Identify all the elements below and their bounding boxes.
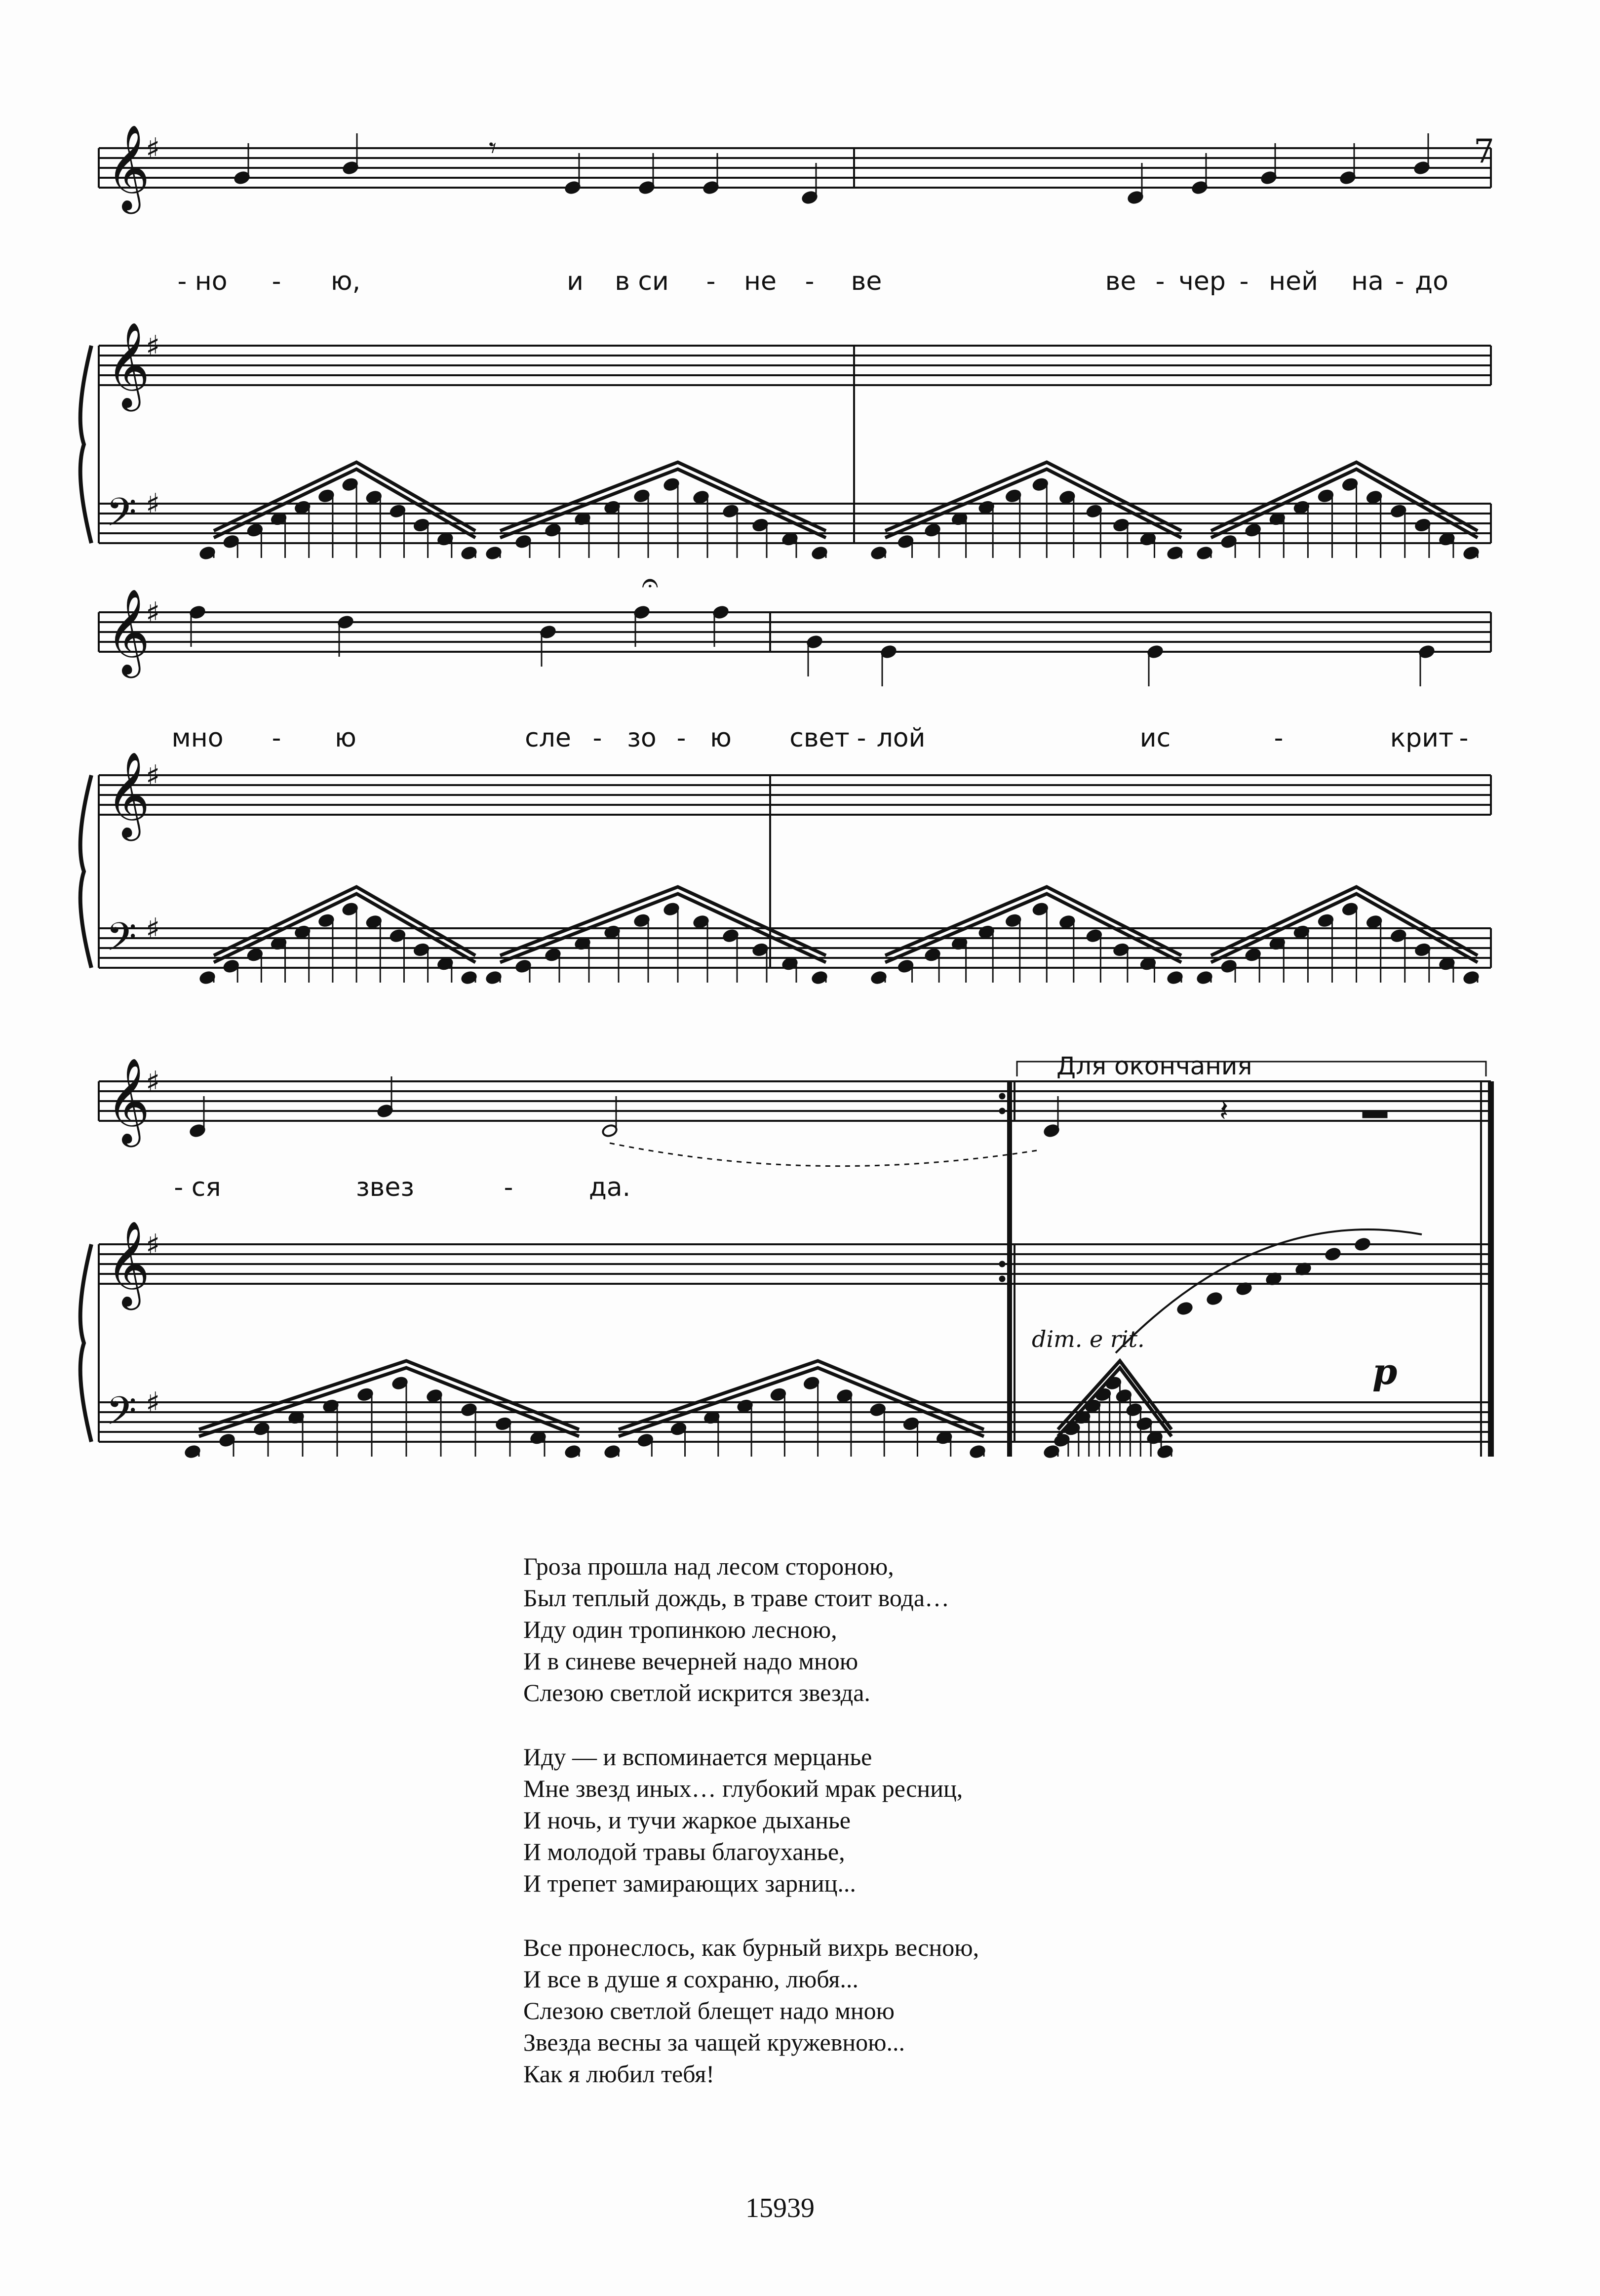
lyric-syllable: на: [1351, 267, 1384, 296]
bass-clef-icon: 𝄢: [106, 489, 137, 545]
dynamic-piano: p: [1372, 1350, 1398, 1392]
key-sharp-icon: ♯: [146, 596, 160, 631]
lyric-syllable: крит: [1390, 723, 1454, 753]
poem-line: Иду — и вспоминается мерцанье: [523, 1743, 872, 1771]
lyric-syllable: -: [272, 267, 281, 296]
poem-line: Был теплый дождь, в траве стоит вода…: [523, 1584, 950, 1612]
key-sharp-icon: ♯: [146, 132, 160, 166]
lyric-syllable: лой: [876, 723, 926, 753]
key-sharp-icon: ♯: [146, 1065, 160, 1100]
lyric-syllable: - но: [177, 267, 228, 296]
lyric-syllable: ю: [335, 723, 356, 753]
lyric-syllable: -: [1155, 267, 1165, 296]
bass-clef-icon: 𝄢: [106, 1388, 137, 1443]
ending-label: Для окончания: [1056, 1052, 1252, 1080]
lyric-syllable: звез: [356, 1173, 414, 1202]
lyric-syllable: -: [706, 267, 716, 296]
lyric-syllable: -: [1459, 723, 1469, 753]
poem-line: И молодой травы благоуханье,: [523, 1838, 845, 1865]
lyric-syllable: чер: [1178, 267, 1226, 296]
lyric-syllable: зо: [627, 723, 657, 753]
poem-stanza: [523, 1932, 979, 2090]
bass-clef-icon: 𝄢: [106, 914, 137, 969]
lyric-syllable: ю: [710, 723, 732, 753]
page-number: 7: [1474, 132, 1494, 170]
lyric-syllable: свет: [789, 723, 850, 753]
poem-line: Звезда весны за чащей кружевною...: [523, 2028, 905, 2056]
lyric-syllable: да.: [588, 1173, 631, 1202]
poem-line: Как я любил тебя!: [523, 2060, 715, 2088]
repeat-dot: [999, 1093, 1005, 1099]
lyric-syllable: в си: [615, 267, 669, 296]
lyric-syllable: -: [272, 723, 281, 753]
poem-line: И в синеве вечерней надо мною: [523, 1647, 859, 1675]
key-sharp-icon: ♯: [146, 487, 160, 522]
treble-clef-icon: 𝄞: [106, 124, 150, 210]
lyric-syllable: -: [676, 723, 686, 753]
fermata-icon: 𝄐: [642, 565, 659, 600]
lyric-syllable: -: [592, 723, 602, 753]
lyric-syllable: ве: [1105, 267, 1136, 296]
note-head: [1176, 1302, 1193, 1315]
lyric-syllable: -: [504, 1173, 513, 1202]
poem: [523, 1550, 979, 2122]
rest-icon: 𝄾: [489, 131, 497, 165]
lyric-syllable: не: [744, 267, 777, 296]
treble-clef-icon: 𝄞: [106, 752, 150, 837]
key-sharp-icon: ♯: [146, 1386, 160, 1421]
treble-clef-icon: 𝄞: [106, 322, 150, 408]
key-sharp-icon: ♯: [146, 329, 160, 364]
poem-line: Гроза прошла над лесом стороною,: [523, 1552, 894, 1580]
tempo-mark: dim. e rit.: [1032, 1326, 1145, 1352]
lyric-syllable: ю,: [330, 267, 361, 296]
poem-line: Иду один тропинкою лесною,: [523, 1616, 837, 1643]
half-rest-icon: [1363, 1111, 1387, 1118]
lyric-syllable: и: [567, 267, 584, 296]
note-head: [1354, 1237, 1370, 1251]
slur: [1116, 1229, 1422, 1353]
brace-icon: [80, 346, 91, 543]
poem-line: И трепет замирающих зарниц...: [523, 1869, 856, 1897]
lyric-syllable: - ся: [174, 1173, 221, 1202]
catalog-number: 15939: [745, 2193, 815, 2223]
brace-icon: [80, 1244, 91, 1442]
lyric-syllable: до: [1415, 267, 1448, 296]
poem-line: Все пронеслось, как бурный вихрь весною,: [523, 1934, 979, 1961]
key-sharp-icon: ♯: [146, 1228, 160, 1263]
poem-line: И ночь, и тучи жаркое дыханье: [523, 1806, 851, 1834]
poem-stanza: [523, 1741, 979, 1899]
poem-line: И все в душе я сохраню, любя...: [523, 1965, 859, 1993]
note-head: [1325, 1247, 1341, 1261]
poem-line: Слезою светлой блещет надо мною: [523, 1997, 895, 2024]
repeat-dot: [999, 1108, 1005, 1114]
treble-clef-icon: 𝄞: [106, 1058, 150, 1144]
treble-clef-icon: 𝄞: [106, 589, 150, 674]
lyric-syllable: сле: [525, 723, 571, 753]
rest-icon: 𝄽: [1219, 1094, 1229, 1128]
note-head: [1206, 1292, 1222, 1306]
lyric-syllable: -: [1239, 267, 1249, 296]
key-sharp-icon: ♯: [146, 912, 160, 947]
lyric-syllable: -: [805, 267, 815, 296]
lyric-syllable: -: [1395, 267, 1405, 296]
lyric-syllable: ве: [851, 267, 882, 296]
lyric-syllable: ней: [1269, 267, 1318, 296]
lyric-syllable: мно: [171, 723, 224, 753]
lyric-syllable: -: [857, 723, 866, 753]
tie: [610, 1143, 1037, 1166]
repeat-dot: [999, 1261, 1005, 1267]
key-sharp-icon: ♯: [146, 759, 160, 793]
poem-line: Слезою светлой искрится звезда.: [523, 1679, 870, 1706]
brace-icon: [80, 775, 91, 968]
treble-clef-icon: 𝄞: [106, 1221, 150, 1306]
lyric-syllable: -: [1274, 723, 1284, 753]
poem-line: Мне звезд иных… глубокий мрак ресниц,: [523, 1775, 963, 1802]
poem-stanza: [523, 1550, 979, 1708]
lyric-syllable: ис: [1139, 723, 1171, 753]
repeat-dot: [999, 1276, 1005, 1282]
